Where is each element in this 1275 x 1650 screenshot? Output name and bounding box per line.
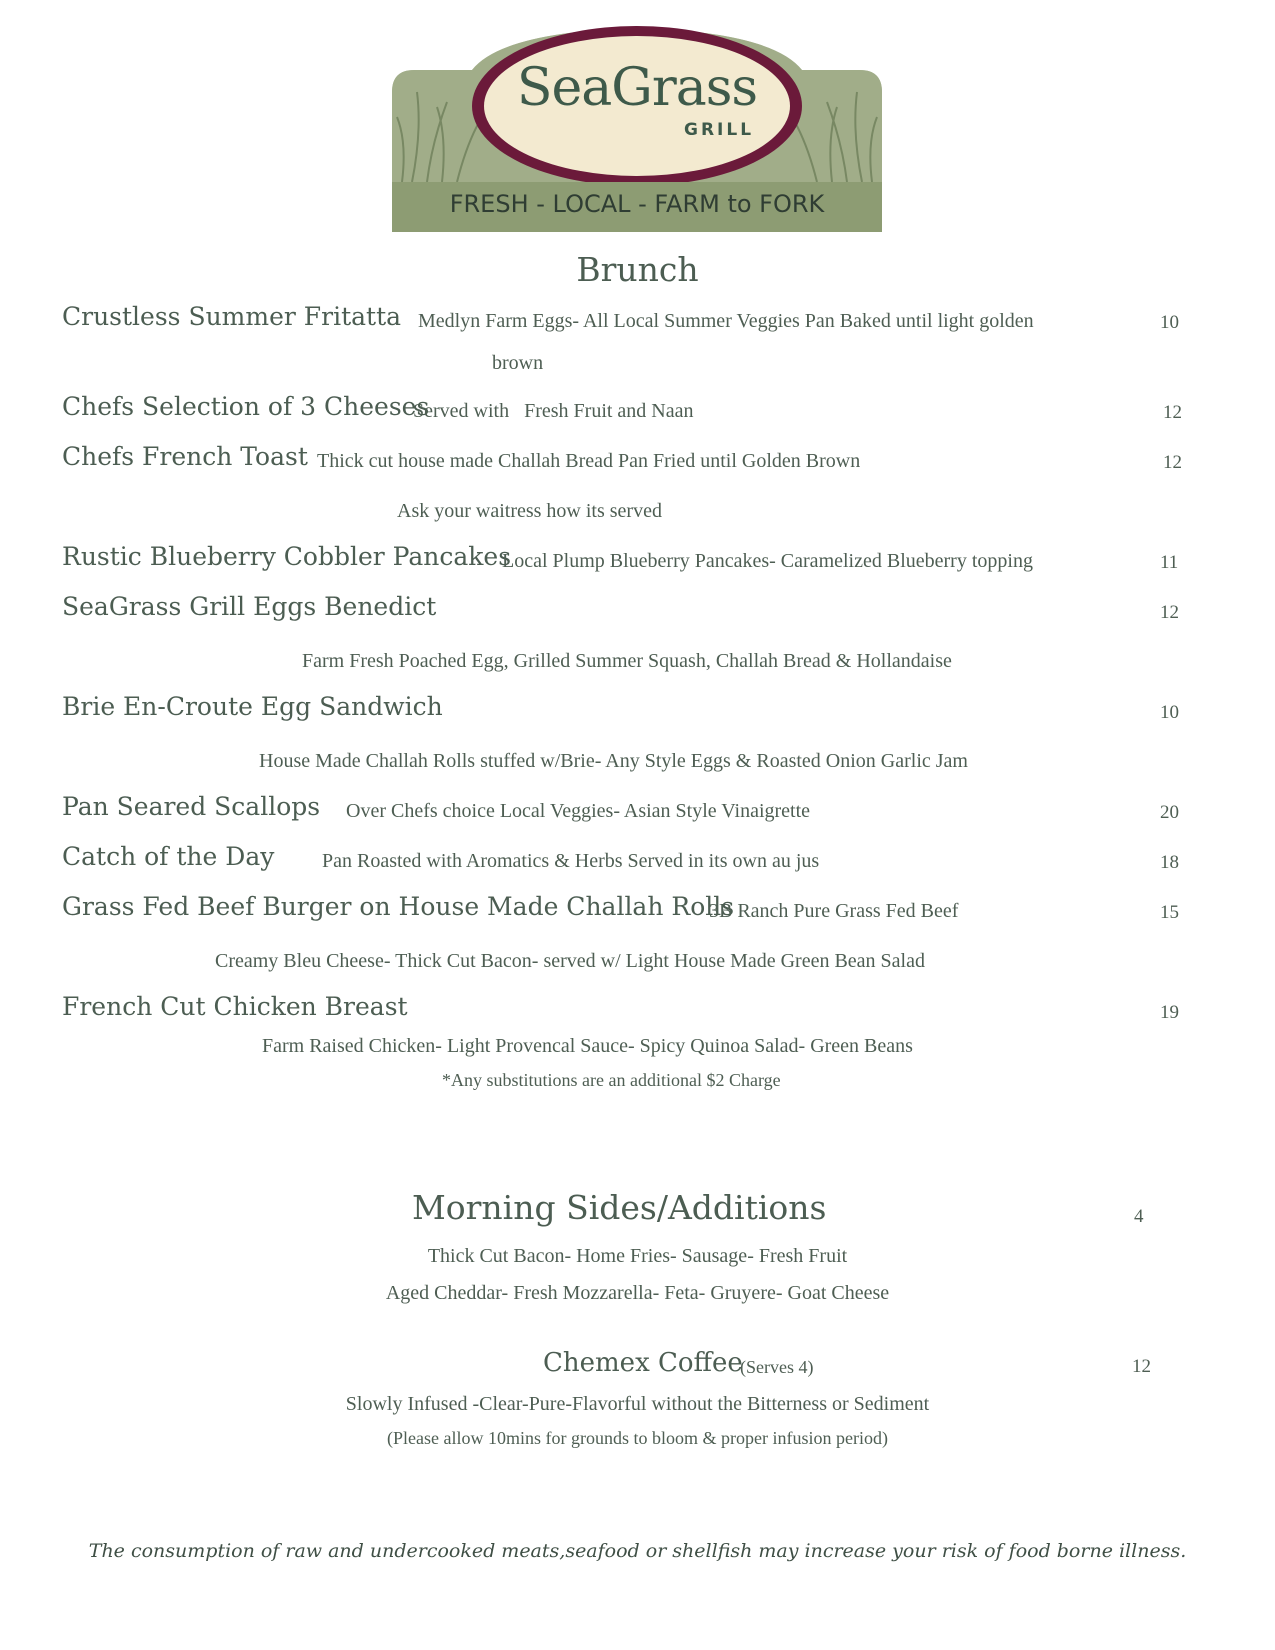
logo-wordmark: SeaGrass — [516, 58, 758, 118]
item-name: Grass Fed Beef Burger on House Made Challah Rolls — [62, 892, 735, 921]
item-name: Pan Seared Scallops — [62, 792, 321, 821]
coffee-title: Chemex Coffee — [543, 1348, 743, 1378]
item-description: Farm Raised Chicken- Light Provencal Sauce- Spicy Quinoa Salad- Green Beans — [262, 1035, 913, 1057]
item-description-cont: Creamy Bleu Cheese- Thick Cut Bacon- served w/ Light House Made Green Bean Salad — [215, 950, 925, 972]
item-price: 12 — [1163, 452, 1182, 473]
sides-line: Aged Cheddar- Fresh Mozzarella- Feta- Gruyere- Goat Cheese — [385, 1282, 890, 1304]
item-description: Medlyn Farm Eggs- All Local Summer Veggies Pan Baked until light golden — [418, 310, 1034, 332]
item-description: House Made Challah Rolls stuffed w/Brie- Any Style Eggs & Roasted Onion Garlic Jam — [259, 750, 968, 772]
item-description-cont: brown — [492, 352, 544, 374]
item-price: 11 — [1160, 552, 1179, 573]
sides-price: 4 — [1134, 1206, 1144, 1227]
item-price: 12 — [1163, 402, 1182, 423]
item-name: Crustless Summer Fritatta — [62, 302, 402, 331]
logo-subtitle: GRILL — [684, 120, 755, 140]
item-name: Brie En-Croute Egg Sandwich — [62, 692, 443, 721]
seagrass-logo — [392, 22, 882, 232]
item-description: Local Plump Blueberry Pancakes- Caramelized Blueberry topping — [502, 550, 1033, 572]
substitution-note: *Any substitutions are an additional $2 Charge — [442, 1070, 781, 1090]
item-price: 18 — [1160, 852, 1179, 873]
item-description: Over Chefs choice Local Veggies- Asian Style Vinaigrette — [346, 800, 811, 822]
item-price: 19 — [1160, 1002, 1179, 1023]
item-price: 10 — [1160, 702, 1179, 723]
sides-title: Morning Sides/Additions — [412, 1188, 827, 1227]
item-description: 3B Ranch Pure Grass Fed Beef — [709, 900, 959, 922]
item-name: Chefs French Toast — [62, 442, 308, 471]
item-name: SeaGrass Grill Eggs Benedict — [62, 592, 437, 621]
coffee-line: (Please allow 10mins for grounds to bloom & proper infusion period) — [387, 1428, 888, 1448]
coffee-price: 12 — [1132, 1356, 1151, 1377]
coffee-serves: (Serves 4) — [740, 1357, 814, 1377]
health-warning: The consumption of raw and undercooked meats,seafood or shellfish may increase your risk of food borne illness. — [88, 1540, 1187, 1562]
logo-tagline: FRESH - LOCAL - FARM to FORK — [449, 190, 825, 218]
brunch-title: Brunch — [576, 250, 699, 289]
item-name: Rustic Blueberry Cobbler Pancakes — [62, 542, 512, 571]
item-name: French Cut Chicken Breast — [62, 992, 408, 1021]
item-description: Farm Fresh Poached Egg, Grilled Summer Squash, Challah Bread & Hollandaise — [302, 650, 952, 672]
item-price: 10 — [1160, 312, 1179, 333]
item-name: Chefs Selection of 3 Cheeses — [62, 392, 430, 421]
item-price: 20 — [1160, 802, 1179, 823]
item-price: 12 — [1160, 602, 1179, 623]
item-description-cont: Ask your waitress how its served — [397, 500, 662, 522]
item-name: Catch of the Day — [62, 842, 275, 871]
item-description: Thick cut house made Challah Bread Pan Fried until Golden Brown — [317, 450, 861, 472]
item-description: Pan Roasted with Aromatics & Herbs Served in its own au jus — [322, 850, 820, 872]
sides-line: Thick Cut Bacon- Home Fries- Sausage- Fresh Fruit — [427, 1245, 848, 1267]
item-description: Served with Fresh Fruit and Naan — [413, 400, 694, 422]
coffee-line: Slowly Infused -Clear-Pure-Flavorful without the Bitterness or Sediment — [345, 1393, 930, 1415]
item-price: 15 — [1160, 902, 1179, 923]
